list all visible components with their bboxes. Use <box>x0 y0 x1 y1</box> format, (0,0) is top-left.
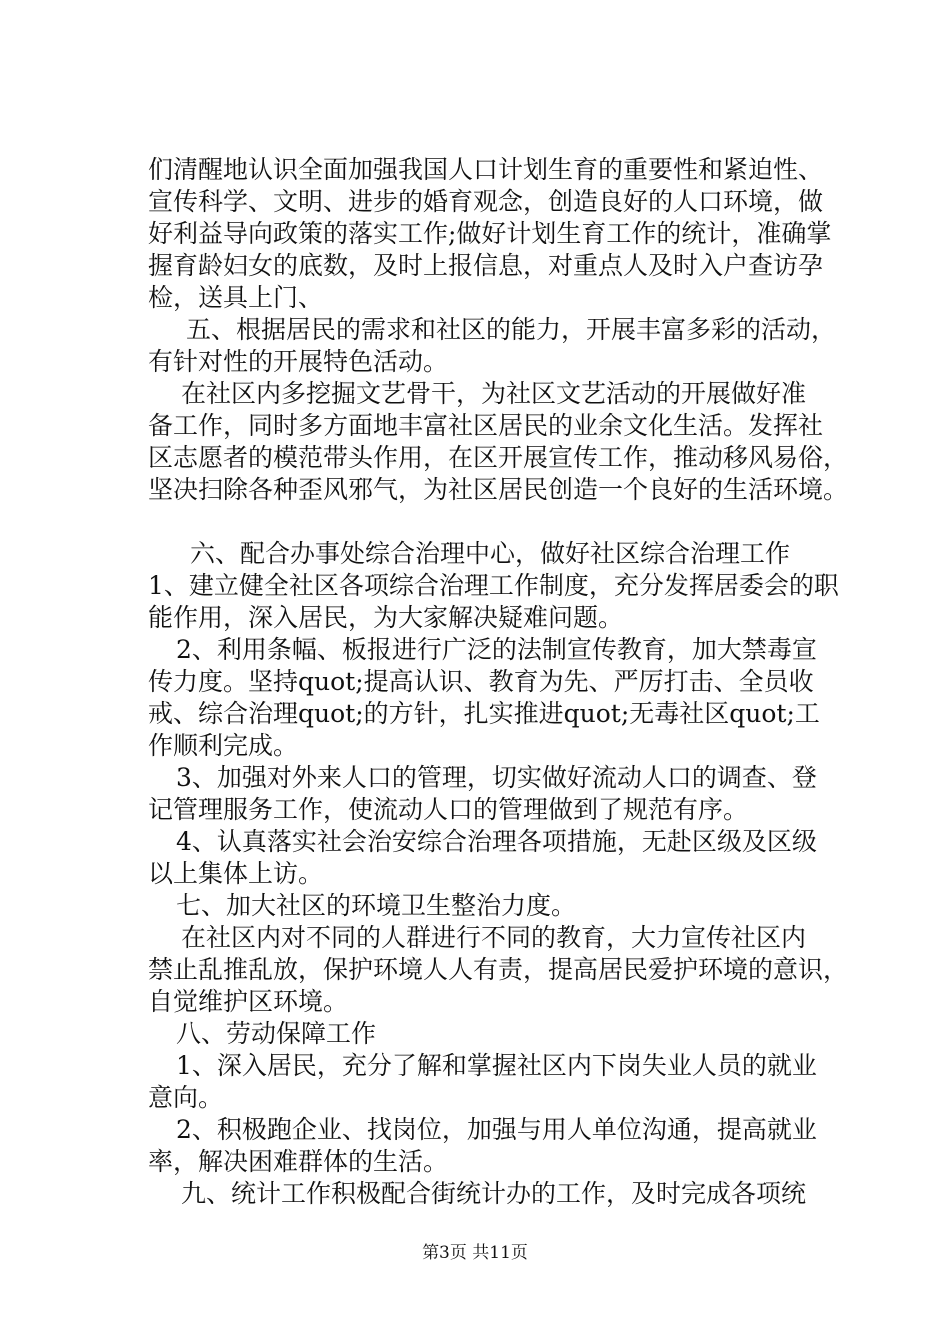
text-line: 自觉维护区环境。 <box>148 987 349 1016</box>
text-line: 坚决扫除各种歪风邪气，为社区居民创造一个良好的生活环境。 <box>148 475 848 504</box>
text-line: 禁止乱推乱放，保护环境人人有责，提高居民爱护环境的意识， <box>148 955 848 984</box>
text-line: 意向。 <box>148 1083 224 1112</box>
text-line: 戒、综合治理quot;的方针，扎实推进quot;无毒社区quot;工 <box>148 699 820 728</box>
text-line: 记管理服务工作，使流动人口的管理做到了规范有序。 <box>148 795 749 824</box>
text-line: 好利益导向政策的落实工作;做好计划生育工作的统计，准确掌 <box>148 219 832 248</box>
text-line: 能作用，深入居民，为大家解决疑难问题。 <box>148 603 624 632</box>
text-line: 们清醒地认识全面加强我国人口计划生育的重要性和紧迫性、 <box>148 155 824 184</box>
text-line: 在社区内多挖掘文艺骨干，为社区文艺活动的开展做好准 <box>181 379 807 408</box>
text-line: 1、建立健全社区各项综合治理工作制度，充分发挥居委会的职 <box>148 571 839 600</box>
section-heading-7: 七、加大社区的环境卫生整治力度。 <box>176 891 577 920</box>
text-line: 3、加强对外来人口的管理，切实做好流动人口的调查、登 <box>176 763 817 792</box>
text-line: 以上集体上访。 <box>148 859 324 888</box>
page-number-footer: 第3页 共11页 <box>422 1243 528 1263</box>
text-line: 传力度。坚持quot;提高认识、教育为先、严厉打击、全员收 <box>148 667 814 696</box>
text-line: 率，解决困难群体的生活。 <box>148 1147 449 1176</box>
section-heading-8: 八、劳动保障工作 <box>176 1019 377 1048</box>
text-line: 在社区内对不同的人群进行不同的教育，大力宣传社区内 <box>181 923 807 952</box>
text-line: 区志愿者的模范带头作用，在区开展宣传工作，推动移风易俗， <box>148 443 848 472</box>
section-heading-5: 五、根据居民的需求和社区的能力，开展丰富多彩的活动， <box>186 315 837 344</box>
section-heading-9: 九、统计工作积极配合街统计办的工作，及时完成各项统 <box>181 1179 807 1208</box>
text-line: 握育龄妇女的底数，及时上报信息，对重点人及时入户查访孕 <box>148 251 824 280</box>
text-line: 2、利用条幅、板报进行广泛的法制宣传教育，加大禁毒宣 <box>176 635 817 664</box>
text-line: 检，送具上门、 <box>148 283 324 312</box>
text-line: 4、认真落实社会治安综合治理各项措施，无赴区级及区级 <box>176 827 817 856</box>
text-line: 备工作，同时多方面地丰富社区居民的业余文化生活。发挥社 <box>148 411 824 440</box>
text-line: 有针对性的开展特色活动。 <box>148 347 449 376</box>
text-line: 2、积极跑企业、找岗位，加强与用人单位沟通，提高就业 <box>176 1115 817 1144</box>
text-line: 1、深入居民，充分了解和掌握社区内下岗失业人员的就业 <box>176 1051 817 1080</box>
section-heading-6: 六、配合办事处综合治理中心，做好社区综合治理工作 <box>190 539 791 568</box>
text-line: 作顺利完成。 <box>148 731 299 760</box>
text-line: 宣传科学、文明、进步的婚育观念，创造良好的人口环境，做 <box>148 187 824 216</box>
